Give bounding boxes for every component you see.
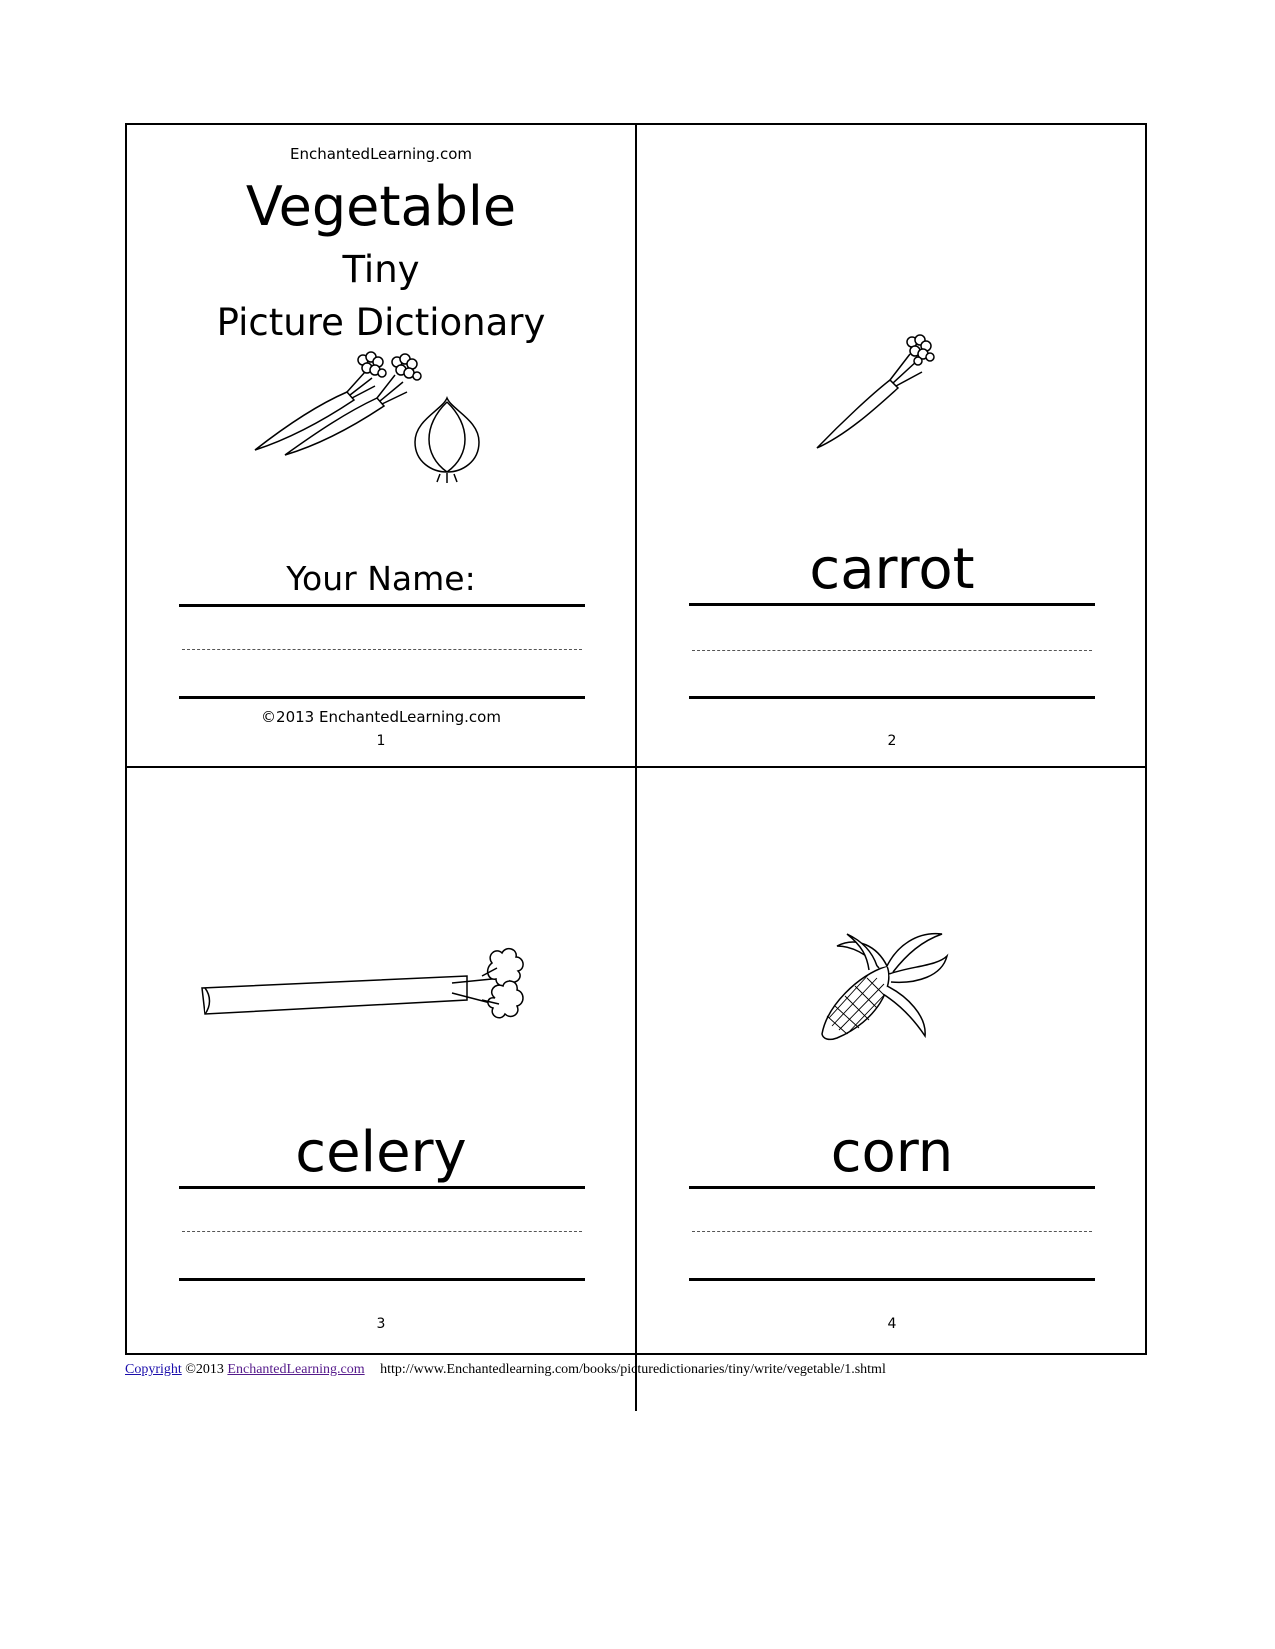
book-subtitle-dictionary: Picture Dictionary <box>216 301 546 344</box>
copyright-link[interactable]: Copyright <box>125 1362 182 1377</box>
vocabulary-word: corn <box>830 1120 954 1185</box>
copyright-year: ©2013 <box>185 1362 224 1377</box>
name-midline <box>182 649 582 650</box>
page-url: http://www.Enchantedlearning.com/books/picturedictionaries/tiny/write/vegetable/1.shtml <box>380 1362 886 1377</box>
site-name: EnchantedLearning.com <box>290 145 472 163</box>
word-baseline <box>179 1186 585 1189</box>
page-footer <box>125 1362 886 1378</box>
worksheet <box>125 123 1147 1355</box>
corn-panel <box>637 768 1147 1411</box>
word-midline <box>692 650 1092 651</box>
cover-copyright: ©2013 EnchantedLearning.com <box>261 708 501 726</box>
carrots-and-onion-icon <box>247 340 497 490</box>
word-midline <box>182 1231 582 1232</box>
book-subtitle-tiny: Tiny <box>342 248 420 291</box>
name-baseline <box>179 604 585 607</box>
carrot-icon <box>812 330 952 455</box>
name-underline <box>179 696 585 699</box>
word-midline <box>692 1231 1092 1232</box>
page-number: 3 <box>376 1316 386 1332</box>
page-number: 4 <box>887 1316 897 1332</box>
page-number: 1 <box>376 733 386 749</box>
word-baseline <box>689 603 1095 606</box>
book-title: Vegetable <box>245 175 517 238</box>
page-number: 2 <box>887 733 897 749</box>
corn-icon <box>817 926 957 1046</box>
celery-panel <box>127 768 637 1411</box>
celery-icon <box>197 938 557 1048</box>
word-underline <box>689 696 1095 699</box>
vocabulary-word: carrot <box>809 537 975 602</box>
your-name-label: Your Name: <box>286 559 476 598</box>
word-underline <box>689 1278 1095 1281</box>
enchanted-learning-link[interactable]: EnchantedLearning.com <box>227 1362 365 1377</box>
cover-panel <box>127 125 637 768</box>
vocabulary-word: celery <box>295 1120 467 1185</box>
word-baseline <box>689 1186 1095 1189</box>
word-underline <box>179 1278 585 1281</box>
carrot-panel <box>637 125 1147 768</box>
